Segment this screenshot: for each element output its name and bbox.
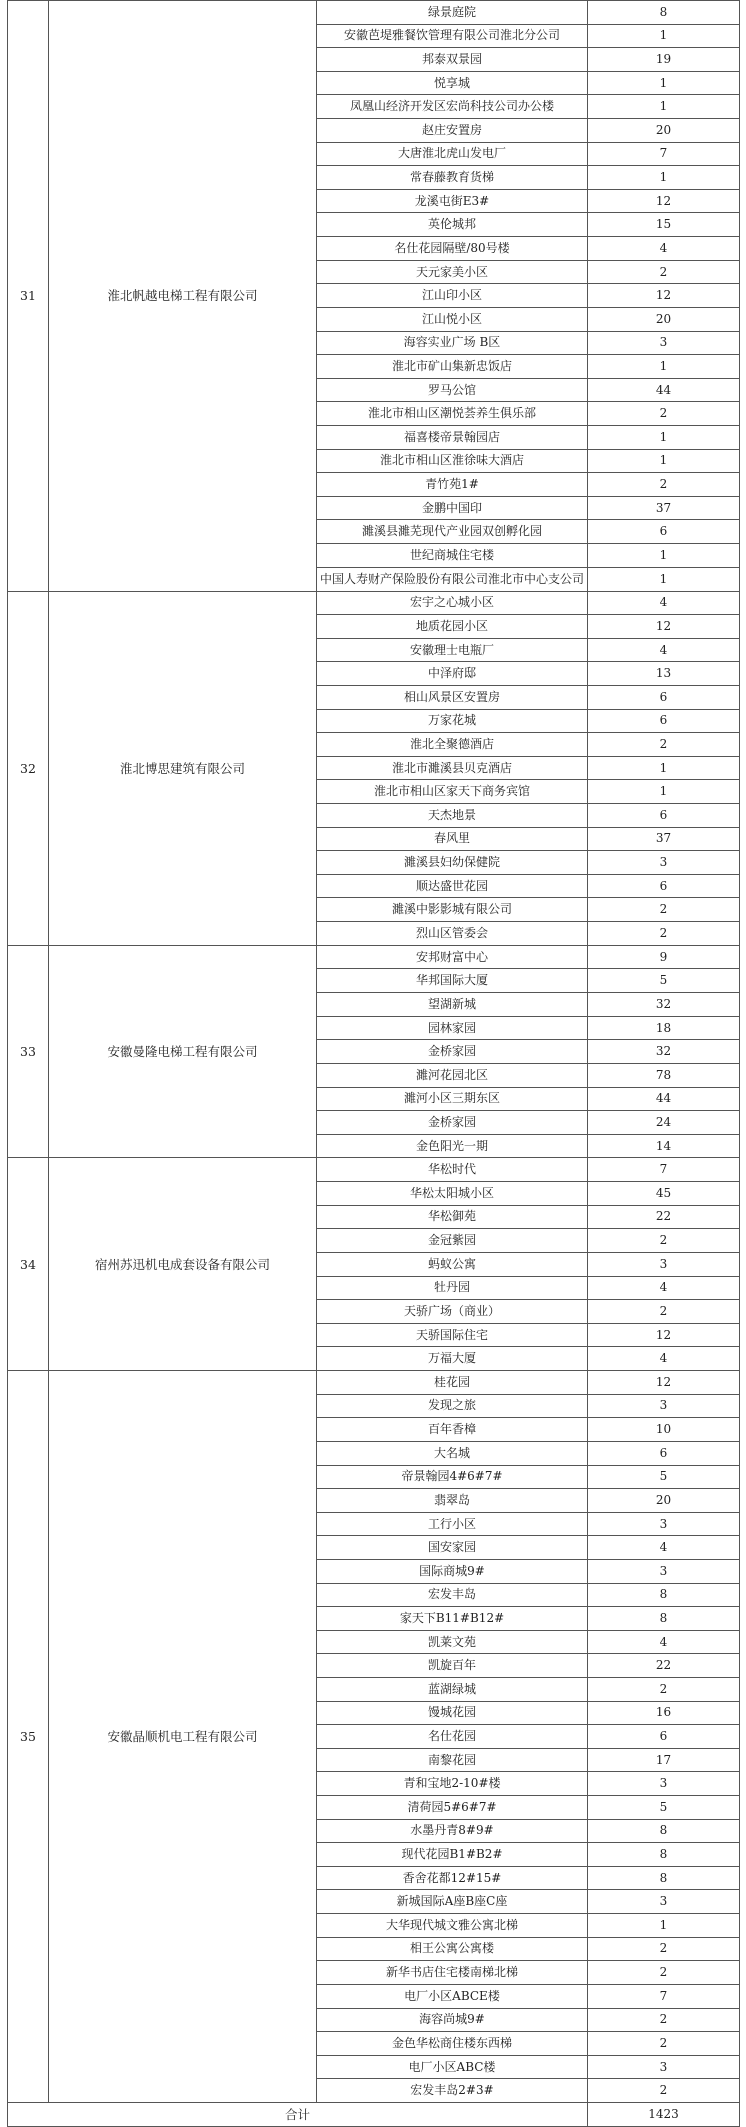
elevator-count: 32 bbox=[588, 993, 740, 1017]
project-name: 英伦城邦 bbox=[317, 213, 588, 237]
project-name: 国安家园 bbox=[317, 1536, 588, 1560]
project-name: 金桥家园 bbox=[317, 1040, 588, 1064]
project-name: 中国人寿财产保险股份有限公司淮北市中心支公司 bbox=[317, 567, 588, 591]
elevator-count: 7 bbox=[588, 1984, 740, 2008]
project-name: 凤凰山经济开发区宏尚科技公司办公楼 bbox=[317, 95, 588, 119]
company-name: 安徽晶顺机电工程有限公司 bbox=[49, 1371, 317, 2103]
elevator-count: 3 bbox=[588, 331, 740, 355]
elevator-count: 6 bbox=[588, 874, 740, 898]
project-name: 万福大厦 bbox=[317, 1347, 588, 1371]
elevator-count: 32 bbox=[588, 1040, 740, 1064]
elevator-count: 19 bbox=[588, 48, 740, 72]
elevator-count: 20 bbox=[588, 1489, 740, 1513]
elevator-count: 7 bbox=[588, 1158, 740, 1182]
table-row bbox=[8, 1371, 740, 1395]
elevator-count: 1 bbox=[588, 425, 740, 449]
elevator-count: 2 bbox=[588, 1677, 740, 1701]
elevator-count: 4 bbox=[588, 237, 740, 261]
project-name: 翡翠岛 bbox=[317, 1489, 588, 1513]
project-name: 江山悦小区 bbox=[317, 307, 588, 331]
project-name: 清荷园5#6#7# bbox=[317, 1796, 588, 1820]
project-name: 烈山区管委会 bbox=[317, 922, 588, 946]
project-name: 名仕花园隔壁/80号楼 bbox=[317, 237, 588, 261]
project-name: 名仕花园 bbox=[317, 1725, 588, 1749]
elevator-count: 5 bbox=[588, 969, 740, 993]
project-name: 宏发丰岛 bbox=[317, 1583, 588, 1607]
elevator-count: 3 bbox=[588, 1252, 740, 1276]
group-index: 34 bbox=[8, 1158, 49, 1371]
elevator-count: 4 bbox=[588, 1276, 740, 1300]
elevator-count: 45 bbox=[588, 1182, 740, 1206]
project-name: 安邦财富中心 bbox=[317, 945, 588, 969]
project-name: 百年香樟 bbox=[317, 1418, 588, 1442]
project-name: 海容尚城9# bbox=[317, 2008, 588, 2032]
elevator-count: 2 bbox=[588, 898, 740, 922]
project-name: 中泽府邸 bbox=[317, 662, 588, 686]
project-name: 濉溪县妇幼保健院 bbox=[317, 851, 588, 875]
elevator-count: 6 bbox=[588, 1725, 740, 1749]
project-name: 南黎花园 bbox=[317, 1748, 588, 1772]
elevator-count: 8 bbox=[588, 1607, 740, 1631]
elevator-count: 3 bbox=[588, 1512, 740, 1536]
elevator-count: 3 bbox=[588, 1394, 740, 1418]
project-name: 电厂小区ABC楼 bbox=[317, 2055, 588, 2079]
elevator-count: 18 bbox=[588, 1016, 740, 1040]
project-name: 天骄广场（商业） bbox=[317, 1300, 588, 1324]
project-name: 蚂蚁公寓 bbox=[317, 1252, 588, 1276]
project-name: 海容实业广场 B区 bbox=[317, 331, 588, 355]
project-name: 宏发丰岛2#3# bbox=[317, 2079, 588, 2103]
elevator-count: 9 bbox=[588, 945, 740, 969]
elevator-count: 13 bbox=[588, 662, 740, 686]
elevator-count: 4 bbox=[588, 591, 740, 615]
project-name: 福喜楼帝景翰园店 bbox=[317, 425, 588, 449]
elevator-maintenance-table bbox=[7, 0, 740, 2127]
table-row bbox=[8, 1, 740, 25]
project-name: 金色华松商住楼东西梯 bbox=[317, 2032, 588, 2056]
elevator-count: 2 bbox=[588, 2032, 740, 2056]
project-name: 大唐淮北虎山发电厂 bbox=[317, 142, 588, 166]
elevator-count: 22 bbox=[588, 1205, 740, 1229]
elevator-count: 5 bbox=[588, 1796, 740, 1820]
project-name: 绿景庭院 bbox=[317, 1, 588, 25]
elevator-count: 2 bbox=[588, 1961, 740, 1985]
elevator-count: 1 bbox=[588, 1914, 740, 1938]
project-name: 帝景翰园4#6#7# bbox=[317, 1465, 588, 1489]
elevator-count: 44 bbox=[588, 378, 740, 402]
project-name: 新城国际A座B座C座 bbox=[317, 1890, 588, 1914]
project-name: 大华现代城文雅公寓北梯 bbox=[317, 1914, 588, 1938]
elevator-count: 2 bbox=[588, 1229, 740, 1253]
elevator-count: 37 bbox=[588, 496, 740, 520]
project-name: 顺达盛世花园 bbox=[317, 874, 588, 898]
group-index: 35 bbox=[8, 1371, 49, 2103]
elevator-count: 3 bbox=[588, 1559, 740, 1583]
elevator-count: 2 bbox=[588, 402, 740, 426]
project-name: 邦泰双景园 bbox=[317, 48, 588, 72]
elevator-count: 17 bbox=[588, 1748, 740, 1772]
elevator-count: 37 bbox=[588, 827, 740, 851]
company-name: 宿州苏迅机电成套设备有限公司 bbox=[49, 1158, 317, 1371]
table-body bbox=[8, 1, 740, 2103]
elevator-count: 2 bbox=[588, 1300, 740, 1324]
elevator-count: 2 bbox=[588, 2008, 740, 2032]
elevator-count: 1 bbox=[588, 166, 740, 190]
project-name: 工行小区 bbox=[317, 1512, 588, 1536]
elevator-count: 8 bbox=[588, 1583, 740, 1607]
project-name: 华松时代 bbox=[317, 1158, 588, 1182]
project-name: 春风里 bbox=[317, 827, 588, 851]
data-table-container bbox=[7, 0, 739, 2127]
elevator-count: 1 bbox=[588, 567, 740, 591]
elevator-count: 1 bbox=[588, 71, 740, 95]
elevator-count: 12 bbox=[588, 615, 740, 639]
elevator-count: 8 bbox=[588, 1866, 740, 1890]
project-name: 金桥家园 bbox=[317, 1111, 588, 1135]
elevator-count: 7 bbox=[588, 142, 740, 166]
project-name: 淮北市相山区淮徐味大酒店 bbox=[317, 449, 588, 473]
project-name: 望湖新城 bbox=[317, 993, 588, 1017]
project-name: 相山风景区安置房 bbox=[317, 685, 588, 709]
project-name: 电厂小区ABCE楼 bbox=[317, 1984, 588, 2008]
table-row bbox=[8, 945, 740, 969]
project-name: 常春藤教育货梯 bbox=[317, 166, 588, 190]
project-name: 濉河小区三期东区 bbox=[317, 1087, 588, 1111]
elevator-count: 4 bbox=[588, 1630, 740, 1654]
elevator-count: 15 bbox=[588, 213, 740, 237]
elevator-count: 20 bbox=[588, 307, 740, 331]
project-name: 江山印小区 bbox=[317, 284, 588, 308]
total-row bbox=[8, 2103, 740, 2127]
elevator-count: 6 bbox=[588, 685, 740, 709]
elevator-count: 78 bbox=[588, 1063, 740, 1087]
project-name: 华松太阳城小区 bbox=[317, 1182, 588, 1206]
elevator-count: 12 bbox=[588, 284, 740, 308]
elevator-count: 8 bbox=[588, 1819, 740, 1843]
project-name: 青和宝地2-10#楼 bbox=[317, 1772, 588, 1796]
group-index: 33 bbox=[8, 945, 49, 1158]
elevator-count: 3 bbox=[588, 1772, 740, 1796]
elevator-count: 14 bbox=[588, 1134, 740, 1158]
elevator-count: 1 bbox=[588, 449, 740, 473]
project-name: 现代花园B1#B2# bbox=[317, 1843, 588, 1867]
project-name: 龙溪屯街E3# bbox=[317, 189, 588, 213]
project-name: 濉溪中影影城有限公司 bbox=[317, 898, 588, 922]
project-name: 天元家美小区 bbox=[317, 260, 588, 284]
company-name: 安徽曼隆电梯工程有限公司 bbox=[49, 945, 317, 1158]
project-name: 世纪商城住宅楼 bbox=[317, 544, 588, 568]
project-name: 华邦国际大厦 bbox=[317, 969, 588, 993]
project-name: 地质花园小区 bbox=[317, 615, 588, 639]
project-name: 馒城花园 bbox=[317, 1701, 588, 1725]
elevator-count: 6 bbox=[588, 1441, 740, 1465]
elevator-count: 12 bbox=[588, 1323, 740, 1347]
elevator-count: 2 bbox=[588, 922, 740, 946]
project-name: 淮北市矿山集新忠饭店 bbox=[317, 355, 588, 379]
elevator-count: 3 bbox=[588, 2055, 740, 2079]
group-index: 31 bbox=[8, 1, 49, 592]
project-name: 大名城 bbox=[317, 1441, 588, 1465]
elevator-count: 4 bbox=[588, 638, 740, 662]
elevator-count: 16 bbox=[588, 1701, 740, 1725]
project-name: 罗马公馆 bbox=[317, 378, 588, 402]
group-index: 32 bbox=[8, 591, 49, 945]
elevator-count: 8 bbox=[588, 1, 740, 25]
elevator-count: 12 bbox=[588, 1371, 740, 1395]
project-name: 新华书店住宅楼南梯北梯 bbox=[317, 1961, 588, 1985]
project-name: 金鹏中国印 bbox=[317, 496, 588, 520]
project-name: 万家花城 bbox=[317, 709, 588, 733]
elevator-count: 6 bbox=[588, 520, 740, 544]
elevator-count: 22 bbox=[588, 1654, 740, 1678]
total-label: 合计 bbox=[8, 2103, 588, 2127]
elevator-count: 2 bbox=[588, 473, 740, 497]
project-name: 宏宇之心城小区 bbox=[317, 591, 588, 615]
project-name: 淮北市濉溪县贝克酒店 bbox=[317, 756, 588, 780]
project-name: 发现之旅 bbox=[317, 1394, 588, 1418]
project-name: 安徽芭堤雅餐饮管理有限公司淮北分公司 bbox=[317, 24, 588, 48]
project-name: 华松御苑 bbox=[317, 1205, 588, 1229]
elevator-count: 1 bbox=[588, 355, 740, 379]
elevator-count: 20 bbox=[588, 119, 740, 143]
project-name: 金冠紫园 bbox=[317, 1229, 588, 1253]
elevator-count: 1 bbox=[588, 780, 740, 804]
total-count: 1423 bbox=[588, 2103, 740, 2127]
elevator-count: 4 bbox=[588, 1347, 740, 1371]
company-name: 淮北博思建筑有限公司 bbox=[49, 591, 317, 945]
elevator-count: 24 bbox=[588, 1111, 740, 1135]
table-row bbox=[8, 1158, 740, 1182]
project-name: 安徽理士电瓶厂 bbox=[317, 638, 588, 662]
elevator-count: 1 bbox=[588, 544, 740, 568]
elevator-count: 2 bbox=[588, 733, 740, 757]
project-name: 金色阳光一期 bbox=[317, 1134, 588, 1158]
elevator-count: 4 bbox=[588, 1536, 740, 1560]
project-name: 天杰地景 bbox=[317, 804, 588, 828]
elevator-count: 2 bbox=[588, 260, 740, 284]
elevator-count: 44 bbox=[588, 1087, 740, 1111]
project-name: 香舍花都12#15# bbox=[317, 1866, 588, 1890]
elevator-count: 10 bbox=[588, 1418, 740, 1442]
elevator-count: 3 bbox=[588, 1890, 740, 1914]
elevator-count: 6 bbox=[588, 804, 740, 828]
project-name: 园林家园 bbox=[317, 1016, 588, 1040]
table-row bbox=[8, 591, 740, 615]
project-name: 濉河花园北区 bbox=[317, 1063, 588, 1087]
project-name: 青竹苑1# bbox=[317, 473, 588, 497]
project-name: 桂花园 bbox=[317, 1371, 588, 1395]
project-name: 赵庄安置房 bbox=[317, 119, 588, 143]
project-name: 蓝湖绿城 bbox=[317, 1677, 588, 1701]
elevator-count: 5 bbox=[588, 1465, 740, 1489]
elevator-count: 2 bbox=[588, 2079, 740, 2103]
project-name: 国际商城9# bbox=[317, 1559, 588, 1583]
project-name: 淮北全聚德酒店 bbox=[317, 733, 588, 757]
project-name: 天骄国际住宅 bbox=[317, 1323, 588, 1347]
elevator-count: 6 bbox=[588, 709, 740, 733]
project-name: 淮北市相山区家天下商务宾馆 bbox=[317, 780, 588, 804]
project-name: 淮北市相山区潮悦荟养生俱乐部 bbox=[317, 402, 588, 426]
elevator-count: 12 bbox=[588, 189, 740, 213]
project-name: 凯旋百年 bbox=[317, 1654, 588, 1678]
project-name: 相王公寓公寓楼 bbox=[317, 1937, 588, 1961]
elevator-count: 3 bbox=[588, 851, 740, 875]
project-name: 家天下B11#B12# bbox=[317, 1607, 588, 1631]
elevator-count: 8 bbox=[588, 1843, 740, 1867]
project-name: 水墨丹青8#9# bbox=[317, 1819, 588, 1843]
project-name: 牡丹园 bbox=[317, 1276, 588, 1300]
elevator-count: 1 bbox=[588, 95, 740, 119]
elevator-count: 1 bbox=[588, 756, 740, 780]
elevator-count: 2 bbox=[588, 1937, 740, 1961]
company-name: 淮北帆越电梯工程有限公司 bbox=[49, 1, 317, 592]
project-name: 悦享城 bbox=[317, 71, 588, 95]
project-name: 凯莱文苑 bbox=[317, 1630, 588, 1654]
elevator-count: 1 bbox=[588, 24, 740, 48]
project-name: 濉溪县濉芜现代产业园双创孵化园 bbox=[317, 520, 588, 544]
